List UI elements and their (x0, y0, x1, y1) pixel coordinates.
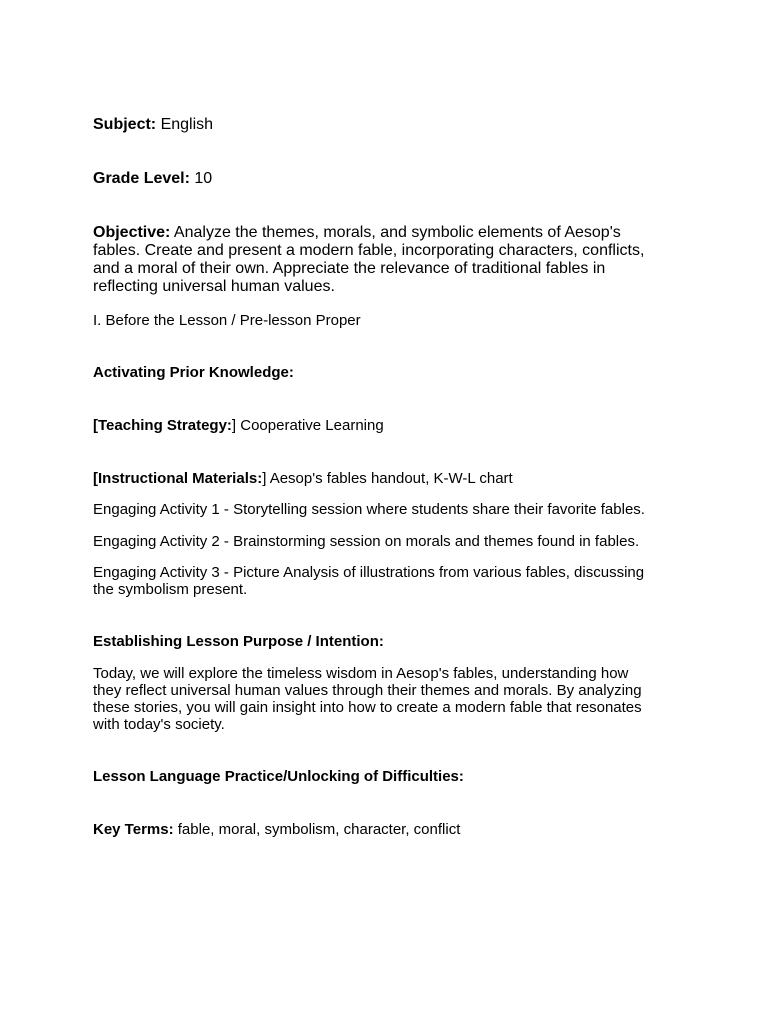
activity-3-line: Engaging Activity 3 - Picture Analysis of illustrations from various fables, discussing (93, 564, 645, 581)
objective-line: reflecting universal human values. (93, 278, 335, 295)
objective-line: and a moral of their own. Appreciate the relevance of traditional fables in (93, 260, 606, 277)
key-terms-value: fable, moral, symbolism, character, conflict (173, 821, 461, 838)
objective-paragraph (93, 224, 683, 296)
lesson-purpose-line: Today, we will explore the timeless wisdom in Aesop's fables, understanding how (93, 665, 629, 682)
lesson-purpose-heading: Establishing Lesson Purpose / Intention: (93, 633, 384, 650)
lesson-purpose-paragraph (93, 665, 683, 733)
teaching-strategy-label: [Teaching Strategy: (93, 417, 232, 434)
instructional-materials-label: [Instructional Materials: (93, 470, 263, 487)
activating-prior-knowledge-heading: Activating Prior Knowledge: (93, 364, 294, 381)
objective-label: Objective: (93, 224, 171, 241)
instructional-materials-value: ] Aesop's fables handout, K-W-L chart (262, 470, 513, 487)
activity-3-line: the symbolism present. (93, 581, 248, 598)
grade-level-label: Grade Level: (93, 170, 190, 187)
grade-level-line (93, 170, 683, 188)
language-practice-heading: Lesson Language Practice/Unlocking of Difficulties: (93, 768, 464, 785)
lesson-purpose-line: with today's society. (93, 716, 225, 733)
grade-level-value: 10 (189, 170, 213, 187)
engaging-activity-1: Engaging Activity 1 - Storytelling session where students share their favorite fables. (93, 501, 645, 518)
lesson-purpose-line: these stories, you will gain insight into how to create a modern fable that resonates (93, 699, 642, 716)
engaging-activity-2: Engaging Activity 2 - Brainstorming session on morals and themes found in fables. (93, 533, 640, 550)
objective-line (93, 224, 683, 242)
teaching-strategy-value: ] Cooperative Learning (231, 417, 384, 434)
objective-text: Analyze the themes, morals, and symbolic elements of Aesop's (170, 224, 621, 241)
instructional-materials-line (93, 470, 683, 487)
key-terms-label: Key Terms: (93, 821, 174, 838)
key-terms-line (93, 821, 683, 838)
engaging-activity-3 (93, 564, 683, 598)
objective-line: fables. Create and present a modern fable, incorporating characters, conflicts, (93, 242, 645, 259)
lesson-purpose-line: they reflect universal human values through their themes and morals. By analyzing (93, 682, 642, 699)
subject-line (93, 116, 683, 134)
teaching-strategy-line (93, 417, 683, 434)
subject-label: Subject: (93, 116, 157, 133)
subject-value: English (156, 116, 214, 133)
section-heading-before-lesson: I. Before the Lesson / Pre-lesson Proper (93, 312, 361, 329)
